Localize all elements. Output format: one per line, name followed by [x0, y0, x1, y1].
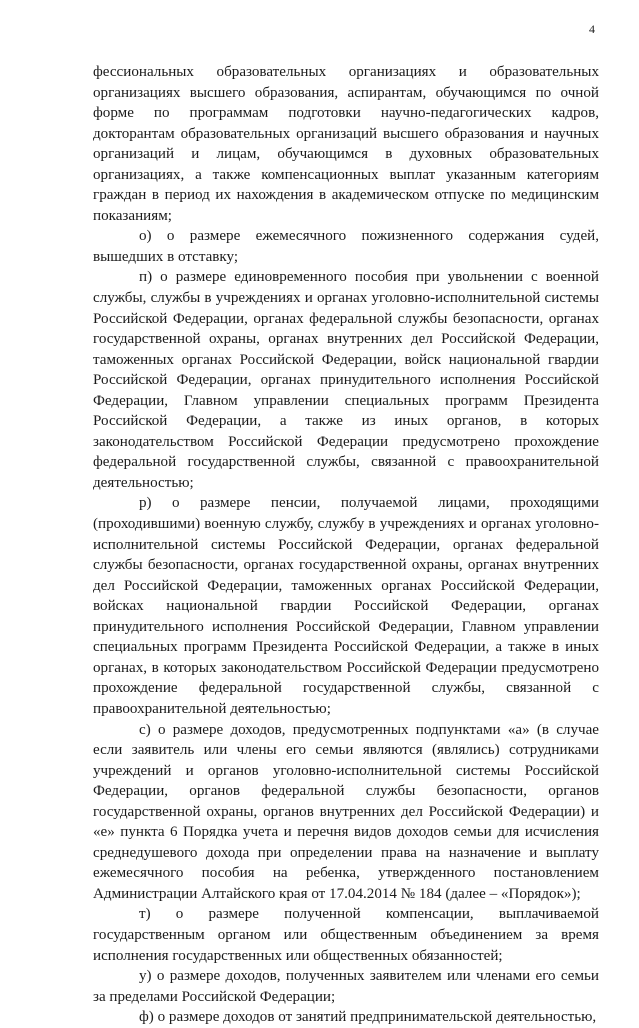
paragraph-item-u: у) о размере доходов, полученных заявителем или членами его семьи за пределами Российской Федерации;: [93, 968, 599, 1005]
paragraph-item-s: с) о размере доходов, предусмотренных подпунктами «а» (в случае если заявитель или члены его семьи являются (являлись) сотрудниками учреждений и органов уголовно-исполнительной системы Российской Федерации, органов федеральной службы безопасности, органов государственной охраны, органов внутренних дел Российской Федерации) и «е» пункта 6 Порядка учета и перечня видов доходов семьи для исчисления среднедушевого дохода при определении права на назначение и выплату ежемесячного пособия на ребенка, утвержденного постановлением Администрации Алтайского края от 17.04.2014 № 184 (далее – «Порядок»);: [93, 721, 599, 902]
paragraph-item-o: о) о размере ежемесячного пожизненного содержания судей, вышедших в отставку;: [93, 228, 599, 265]
paragraph-continuation: фессиональных образовательных организациях и образовательных организациях высшего образования, аспирантам, обучающимся по очной форме по программам подготовки научно-педагогических кадров, докторантам образовательных организаций высшего образования и научных организаций и лицам, обучающимся в духовных образовательных организациях, а также компенсационных выплат указанным категориям граждан в период их нахождения в академическом отпуске по медицинским показаниям;: [93, 64, 599, 224]
page-number: 4: [589, 22, 595, 36]
document-body: [93, 62, 599, 1028]
paragraph-item-p: п) о размере единовременного пособия при увольнении с военной службы, службы в учреждениях и органах уголовно-исполнительной системы Российской Федерации, органах федеральной службы безопасности, органах государственной охраны, органах внутренних дел Российской Федерации, таможенных органах Российской Федерации, войск национальной гвардии Российской Федерации, органах принудительного исполнения Российской Федерации, Главном управлении специальных программ Президента Российской Федерации, а также из иных органов, в которых законодательством Российской Федерации предусмотрено прохождение федеральной государственной службы, связанной с правоохранительной деятельностью;: [93, 269, 599, 491]
paragraph-item-r: р) о размере пенсии, получаемой лицами, проходящими (проходившими) военную службу, службу в учреждениях и органах уголовно-исполнительной системы Российской Федерации, органах федеральной службы безопасности, органах государственной охраны, органах внутренних дел Российской Федерации, таможенных органах Российской Федерации, войсках национальной гвардии Российской Федерации, органах принудительного исполнения Российской Федерации, Главном управлении специальных программ Президента Российской Федерации, а также в иных органах, в которых законодательством Российской Федерации предусмотрено прохождение федеральной государственной службы, связанной с правоохранительной деятельностью;: [93, 495, 599, 717]
paragraph-item-f: ф) о размере доходов от занятий предпринимательской деятельностью,: [139, 1009, 597, 1026]
paragraph-item-t: т) о размере полученной компенсации, выплачиваемой государственным органом или общественным объединением за время исполнения государственных или общественных обязанностей;: [93, 906, 599, 964]
